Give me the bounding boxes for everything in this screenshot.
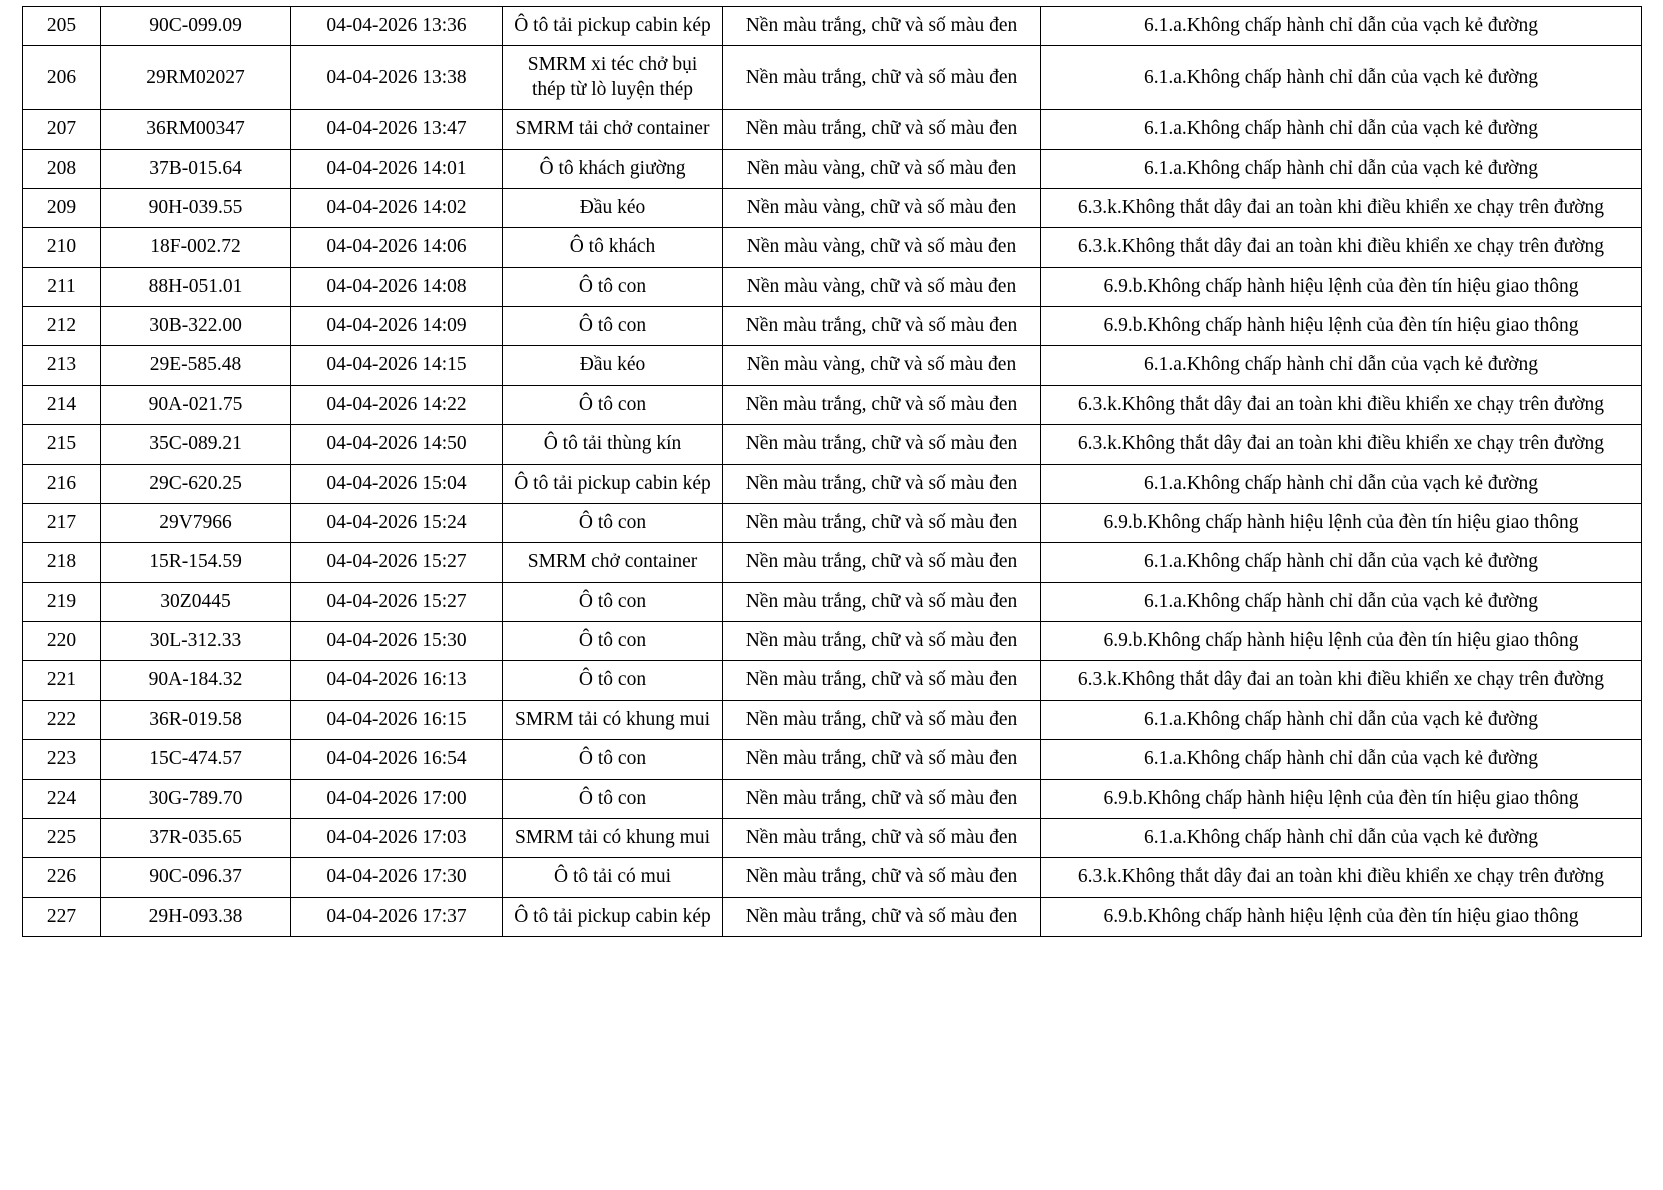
cell-stt: 213 [23,346,101,385]
cell-plate-color: Nền màu vàng, chữ và số màu đen [723,267,1041,306]
cell-violation: 6.1.a.Không chấp hành chỉ dẫn của vạch kẻ đường [1041,46,1642,110]
cell-violation: 6.9.b.Không chấp hành hiệu lệnh của đèn tín hiệu giao thông [1041,503,1642,542]
cell-plate-color: Nền màu trắng, chữ và số màu đen [723,46,1041,110]
cell-vehicle-type: SMRM tải có khung mui [503,700,723,739]
cell-stt: 209 [23,188,101,227]
cell-stt: 206 [23,46,101,110]
cell-vehicle-type: Đầu kéo [503,346,723,385]
table-row [23,228,1642,267]
cell-plate-color: Nền màu trắng, chữ và số màu đen [723,582,1041,621]
table-row [23,188,1642,227]
cell-violation: 6.9.b.Không chấp hành hiệu lệnh của đèn tín hiệu giao thông [1041,897,1642,936]
cell-plate: 88H-051.01 [101,267,291,306]
cell-stt: 211 [23,267,101,306]
cell-time: 04-04-2026 14:08 [291,267,503,306]
cell-stt: 205 [23,7,101,46]
cell-vehicle-type: Ô tô tải có mui [503,858,723,897]
cell-vehicle-type: Ô tô con [503,779,723,818]
cell-vehicle-type: Ô tô tải pickup cabin kép [503,7,723,46]
cell-stt: 212 [23,307,101,346]
cell-stt: 225 [23,818,101,857]
cell-plate: 37B-015.64 [101,149,291,188]
cell-violation: 6.9.b.Không chấp hành hiệu lệnh của đèn tín hiệu giao thông [1041,267,1642,306]
table-row [23,425,1642,464]
table-row [23,779,1642,818]
cell-time: 04-04-2026 17:37 [291,897,503,936]
table-row [23,897,1642,936]
cell-plate: 18F-002.72 [101,228,291,267]
cell-violation: 6.3.k.Không thắt dây đai an toàn khi điều khiển xe chạy trên đường [1041,228,1642,267]
cell-plate: 29C-620.25 [101,464,291,503]
cell-time: 04-04-2026 14:50 [291,425,503,464]
table-row [23,503,1642,542]
table-row [23,661,1642,700]
cell-time: 04-04-2026 15:04 [291,464,503,503]
cell-plate: 90C-099.09 [101,7,291,46]
cell-plate-color: Nền màu trắng, chữ và số màu đen [723,897,1041,936]
cell-stt: 216 [23,464,101,503]
cell-stt: 218 [23,543,101,582]
cell-vehicle-type: Ô tô con [503,267,723,306]
cell-stt: 219 [23,582,101,621]
cell-violation: 6.3.k.Không thắt dây đai an toàn khi điều khiển xe chạy trên đường [1041,425,1642,464]
cell-time: 04-04-2026 14:06 [291,228,503,267]
cell-violation: 6.3.k.Không thắt dây đai an toàn khi điều khiển xe chạy trên đường [1041,858,1642,897]
cell-violation: 6.1.a.Không chấp hành chỉ dẫn của vạch kẻ đường [1041,818,1642,857]
cell-time: 04-04-2026 16:54 [291,740,503,779]
cell-time: 04-04-2026 14:22 [291,385,503,424]
table-row [23,267,1642,306]
cell-plate-color: Nền màu trắng, chữ và số màu đen [723,543,1041,582]
cell-stt: 222 [23,700,101,739]
cell-plate-color: Nền màu trắng, chữ và số màu đen [723,818,1041,857]
cell-plate-color: Nền màu trắng, chữ và số màu đen [723,779,1041,818]
cell-time: 04-04-2026 15:24 [291,503,503,542]
cell-violation: 6.9.b.Không chấp hành hiệu lệnh của đèn tín hiệu giao thông [1041,779,1642,818]
cell-plate: 36R-019.58 [101,700,291,739]
cell-violation: 6.1.a.Không chấp hành chỉ dẫn của vạch kẻ đường [1041,582,1642,621]
cell-plate-color: Nền màu trắng, chữ và số màu đen [723,7,1041,46]
table-row [23,7,1642,46]
cell-time: 04-04-2026 13:36 [291,7,503,46]
cell-plate-color: Nền màu trắng, chữ và số màu đen [723,503,1041,542]
cell-plate-color: Nền màu trắng, chữ và số màu đen [723,622,1041,661]
cell-stt: 210 [23,228,101,267]
cell-plate: 30Z0445 [101,582,291,621]
cell-stt: 220 [23,622,101,661]
table-row [23,464,1642,503]
cell-time: 04-04-2026 13:47 [291,110,503,149]
cell-time: 04-04-2026 14:09 [291,307,503,346]
cell-stt: 226 [23,858,101,897]
cell-vehicle-type: Ô tô khách giường [503,149,723,188]
cell-stt: 221 [23,661,101,700]
cell-plate-color: Nền màu trắng, chữ và số màu đen [723,425,1041,464]
cell-vehicle-type: Ô tô khách [503,228,723,267]
cell-time: 04-04-2026 17:00 [291,779,503,818]
cell-violation: 6.9.b.Không chấp hành hiệu lệnh của đèn tín hiệu giao thông [1041,307,1642,346]
cell-violation: 6.1.a.Không chấp hành chỉ dẫn của vạch kẻ đường [1041,110,1642,149]
cell-time: 04-04-2026 13:38 [291,46,503,110]
cell-vehicle-type: Ô tô con [503,582,723,621]
cell-plate: 30L-312.33 [101,622,291,661]
cell-violation: 6.1.a.Không chấp hành chỉ dẫn của vạch kẻ đường [1041,543,1642,582]
cell-violation: 6.1.a.Không chấp hành chỉ dẫn của vạch kẻ đường [1041,149,1642,188]
table-row [23,543,1642,582]
cell-time: 04-04-2026 14:02 [291,188,503,227]
cell-plate: 29V7966 [101,503,291,542]
cell-violation: 6.9.b.Không chấp hành hiệu lệnh của đèn tín hiệu giao thông [1041,622,1642,661]
cell-plate: 29H-093.38 [101,897,291,936]
violations-table [22,6,1642,937]
cell-plate: 90A-021.75 [101,385,291,424]
cell-violation: 6.1.a.Không chấp hành chỉ dẫn của vạch kẻ đường [1041,700,1642,739]
cell-plate-color: Nền màu trắng, chữ và số màu đen [723,385,1041,424]
cell-plate-color: Nền màu trắng, chữ và số màu đen [723,661,1041,700]
cell-violation: 6.3.k.Không thắt dây đai an toàn khi điều khiển xe chạy trên đường [1041,385,1642,424]
cell-plate-color: Nền màu trắng, chữ và số màu đen [723,307,1041,346]
cell-violation: 6.1.a.Không chấp hành chỉ dẫn của vạch kẻ đường [1041,464,1642,503]
cell-time: 04-04-2026 14:01 [291,149,503,188]
cell-stt: 215 [23,425,101,464]
cell-time: 04-04-2026 17:30 [291,858,503,897]
table-row [23,149,1642,188]
cell-plate-color: Nền màu vàng, chữ và số màu đen [723,228,1041,267]
cell-vehicle-type: SMRM chở container [503,543,723,582]
cell-stt: 207 [23,110,101,149]
cell-violation: 6.3.k.Không thắt dây đai an toàn khi điều khiển xe chạy trên đường [1041,661,1642,700]
cell-vehicle-type: Ô tô con [503,661,723,700]
cell-vehicle-type: SMRM xi téc chở bụi thép từ lò luyện thép [503,46,723,110]
table-row [23,740,1642,779]
cell-time: 04-04-2026 15:27 [291,582,503,621]
cell-vehicle-type: Ô tô con [503,307,723,346]
cell-stt: 224 [23,779,101,818]
cell-violation: 6.1.a.Không chấp hành chỉ dẫn của vạch kẻ đường [1041,7,1642,46]
cell-plate: 29E-585.48 [101,346,291,385]
cell-plate: 30B-322.00 [101,307,291,346]
cell-time: 04-04-2026 15:30 [291,622,503,661]
cell-plate: 90A-184.32 [101,661,291,700]
cell-plate: 30G-789.70 [101,779,291,818]
cell-vehicle-type: Ô tô con [503,503,723,542]
cell-plate-color: Nền màu trắng, chữ và số màu đen [723,740,1041,779]
cell-stt: 217 [23,503,101,542]
cell-plate-color: Nền màu trắng, chữ và số màu đen [723,110,1041,149]
cell-vehicle-type: Ô tô con [503,740,723,779]
cell-stt: 227 [23,897,101,936]
cell-violation: 6.1.a.Không chấp hành chỉ dẫn của vạch kẻ đường [1041,740,1642,779]
table-row [23,346,1642,385]
cell-vehicle-type: Ô tô con [503,622,723,661]
table-row [23,818,1642,857]
cell-time: 04-04-2026 16:13 [291,661,503,700]
cell-vehicle-type: Ô tô tải pickup cabin kép [503,897,723,936]
cell-violation: 6.1.a.Không chấp hành chỉ dẫn của vạch kẻ đường [1041,346,1642,385]
cell-time: 04-04-2026 14:15 [291,346,503,385]
table-row [23,622,1642,661]
cell-plate: 15C-474.57 [101,740,291,779]
cell-vehicle-type: SMRM tải chở container [503,110,723,149]
table-row [23,700,1642,739]
cell-time: 04-04-2026 16:15 [291,700,503,739]
cell-time: 04-04-2026 17:03 [291,818,503,857]
cell-plate-color: Nền màu vàng, chữ và số màu đen [723,188,1041,227]
table-row [23,46,1642,110]
cell-plate-color: Nền màu trắng, chữ và số màu đen [723,700,1041,739]
cell-violation: 6.3.k.Không thắt dây đai an toàn khi điều khiển xe chạy trên đường [1041,188,1642,227]
table-row [23,582,1642,621]
cell-plate: 37R-035.65 [101,818,291,857]
cell-vehicle-type: Ô tô con [503,385,723,424]
table-row [23,385,1642,424]
cell-vehicle-type: Ô tô tải pickup cabin kép [503,464,723,503]
cell-plate: 29RM02027 [101,46,291,110]
cell-plate-color: Nền màu vàng, chữ và số màu đen [723,346,1041,385]
table-row [23,307,1642,346]
cell-plate: 35C-089.21 [101,425,291,464]
cell-vehicle-type: Đầu kéo [503,188,723,227]
cell-plate-color: Nền màu trắng, chữ và số màu đen [723,858,1041,897]
cell-time: 04-04-2026 15:27 [291,543,503,582]
violations-table-body [23,7,1642,937]
cell-vehicle-type: SMRM tải có khung mui [503,818,723,857]
cell-plate: 90C-096.37 [101,858,291,897]
cell-vehicle-type: Ô tô tải thùng kín [503,425,723,464]
cell-stt: 223 [23,740,101,779]
table-row [23,110,1642,149]
table-row [23,858,1642,897]
cell-stt: 208 [23,149,101,188]
cell-plate: 36RM00347 [101,110,291,149]
cell-stt: 214 [23,385,101,424]
cell-plate-color: Nền màu vàng, chữ và số màu đen [723,149,1041,188]
cell-plate: 15R-154.59 [101,543,291,582]
cell-plate-color: Nền màu trắng, chữ và số màu đen [723,464,1041,503]
cell-plate: 90H-039.55 [101,188,291,227]
